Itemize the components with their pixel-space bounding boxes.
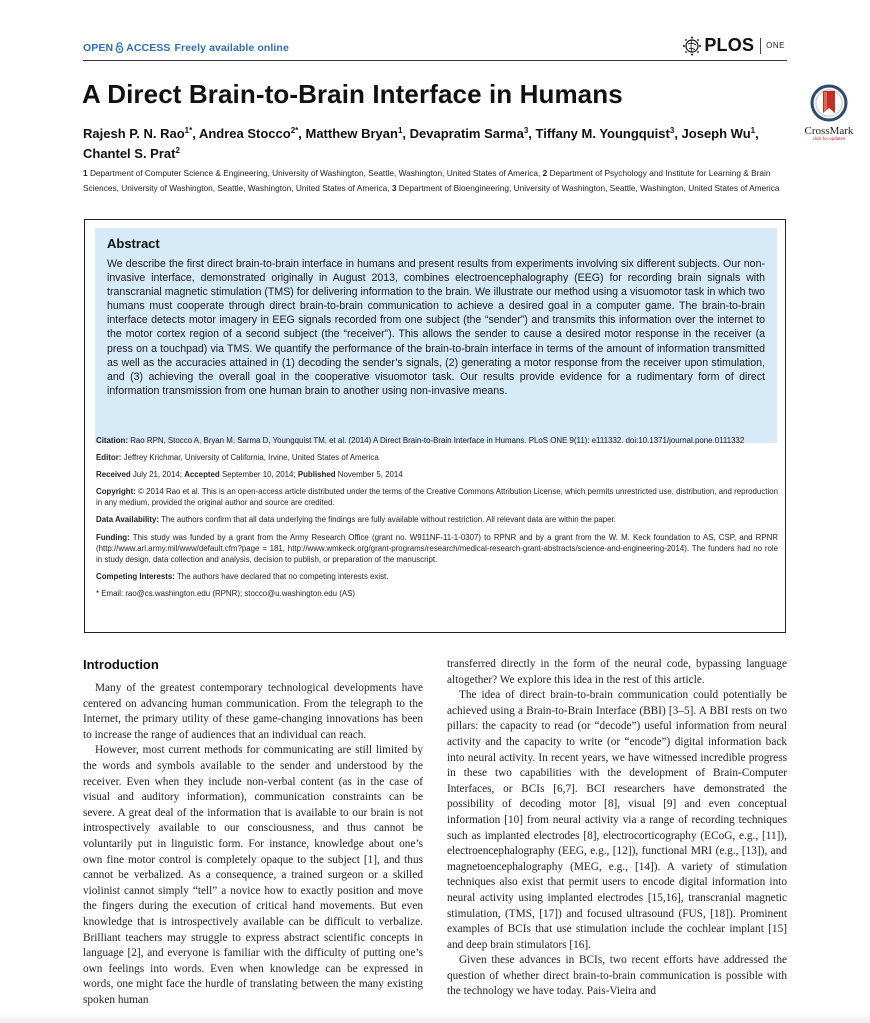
article-info-box (84, 219, 786, 633)
plos-globe-icon (682, 36, 702, 56)
crossmark-button[interactable] (797, 84, 861, 141)
article-title: A Direct Brain-to-Brain Interface in Humans (82, 79, 623, 109)
body-paragraph: Many of the greatest contemporary technological developments have centered on advancing human communication. From the telegraph to the Internet, the primary utility of these game-changing innovations has been to increase the range of audiences that an individual can reach. (83, 682, 423, 741)
funding-text: This study was funded by a grant from the Army Research Office (grant no. W911NF-11-1-0307) to RPNR and by a grant from the W. M. Keck foundation to AS, CSP, and RPNR (http://www.arl.army.mil/www/default.cfm?page = 181, http://www.wmkeck.org/grant-programs/research/medical-research-grant-abstracts/science-and-engineering-2014). The funders had no role in study design, data collection and analysis, decision to publish, or preparation of the manuscript. (96, 532, 778, 564)
author-list: Rajesh P. N. Rao$^{1*}$, Andrea Stocco$^{2*}$, Matthew Bryan$^1$, Devapratim Sarma$^3$, Tiffany M. Youngquist$^3$, Joseph Wu$^1$, Chantel S. Prat$^2$ (83, 126, 759, 161)
open-access-tagline: Freely available online (174, 42, 289, 54)
accepted-date: September 10, 2014; (221, 470, 296, 480)
competing-interests-text: The authors have declared that no competing interests exist. (176, 571, 389, 581)
editor-text: Jeffrey Krichmar, University of California, Irvine, United States of America (123, 453, 379, 463)
data-availability-text: The authors confirm that all data underlying the findings are fully available without restriction. All relevant data are within the paper. (161, 515, 616, 525)
open-access-suffix: ACCESS (126, 42, 171, 54)
affiliations (83, 166, 791, 195)
author[interactable]: Andrea Stocco$^{2*}$ (198, 126, 299, 141)
affiliation-text: Department of Psychology and Institute for Learning & Brain Sciences, University of Washington, Seattle, Washington, United States of America, (83, 168, 771, 193)
competing-interests-row: Competing Interests: The authors have declared that no competing interests exist. (96, 571, 389, 581)
author[interactable]: Tiffany M. Youngquist$^3$ (535, 126, 675, 141)
author[interactable]: Joseph Wu$^1$ (681, 126, 756, 141)
plos-wordmark: PLOS (704, 35, 755, 55)
open-access-badge (83, 42, 289, 54)
article-metadata (96, 435, 778, 605)
section-heading-introduction: Introduction (83, 657, 159, 672)
editor-row: Editor: Jeffrey Krichmar, University of California, Irvine, United States of America (96, 453, 379, 463)
affiliation-number: 3 (391, 182, 397, 193)
journal-header (83, 34, 787, 61)
crossmark-sublabel: click for updates (812, 136, 846, 141)
crossmark-label: CrossMark (804, 125, 854, 137)
affiliation-text: Department of Bioengineering, University of Washington, Seattle, Washington, United States of America (398, 182, 780, 193)
body-paragraph-continued: transferred directly in the form of the neural code, bypassing language altogether? We explore this idea in the rest of this article. (447, 658, 787, 686)
body-paragraph: However, most current methods for communicating are still limited by the words and symbols available to the sender and understood by the receiver. Even when they include non-verbal content (as in the case of visual and auditory information), communication constraints can be severe. A great deal of the information that is available to our brain is not introspectively available to our consciousness, and thus cannot be voluntarily put in linguistic form. For instance, knowledge about one’s own fine motor control is completely opaque to the subject [1], and thus cannot be verbalized. As a consequence, a trained surgeon or a skilled violinist cannot simply “tell” a novice how to exactly position and move the fingers during the execution of critical hand movements. But even knowledge that is introspectively available can be difficult to verbalize. Brilliant teachers may struggle to express abstract scientific concepts in language [2], and everyone is familiar with the difficulty of putting one’s own feelings into words. Even when knowledge can be expressed in words, one might face the hurdle of translating between the many existing spoken human (83, 744, 423, 1006)
citation-text: Rao RPN, Stocco A, Bryan M, Sarma D, Youngquist TM, et al. (2014) A Direct Brain-to-Brain Interface in Humans. PLoS ONE 9(11): e111332. doi:10.1371/journal.pone.0111332 (130, 436, 745, 445)
abstract-text: We describe the first direct brain-to-brain interface in humans and present results from experiments involving six different subjects. Our non-invasive interface, demonstrated originally in August 2013, combines electroencephalography (EEG) for recording brain signals with transcranial magnetic stimulation (TMS) for delivering information to the brain. We illustrate our method using a visuomotor task in which two humans must cooperate through direct brain-to-brain communication to achieve a desired goal in a computer game. The brain-to-brain interface detects motor imagery in EEG signals recorded from one subject (the “sender”) and transmits this information over the internet to the motor cortex region of a second subject (the “receiver”). This allows the sender to cause a desired motor response in the receiver (a press on a touchpad) via TMS. We quantify the performance of the brain-to-brain interface in terms of the amount of information transmitted as well as the accuracies attained in (1) decoding the sender’s signals, (2) generating a motor response from the receiver upon stimulation, and (3) achieving the overall goal in the cooperative visuomotor task. Our results provide evidence for a rudimentary form of direct information transmission from one human brain to another using non-invasive means. (107, 258, 765, 397)
author[interactable]: Devapratim Sarma$^3$ (409, 126, 529, 141)
body-column-right (447, 657, 787, 1000)
open-lock-icon (115, 42, 124, 53)
funding-row: Funding: This study was funded by a grant from the Army Research Office (grant no. W911NF-11-1-0307) to RPNR and by a grant from the W. M. Keck foundation to AS, CSP, and RPNR (http://www.arl.army.mil/www/default.cfm?page = 181, http://www.wmkeck.org/grant-programs/research/medical-research-grant-abstracts/science-and-engineering-2014). The funders had no role in study design, data collection and analysis, decision to publish, or preparation of the manuscript. (96, 532, 778, 564)
author[interactable]: Rajesh P. N. Rao$^{1*}$ (83, 126, 193, 141)
logo-divider (760, 38, 761, 54)
affiliation-number: 2 (542, 168, 548, 178)
abstract-panel (95, 228, 777, 443)
page-bottom-fade (0, 1013, 870, 1023)
crossmark-icon (810, 84, 848, 122)
citation-row: Citation: Rao RPN, Stocco A, Bryan M, Sarma D, Youngquist TM, et al. (2014) A Direct Brain-to-Brain Interface in Humans. PLoS ONE 9(11): e111332. doi:10.1371/journal.pone.0111332 (96, 436, 745, 445)
email-row[interactable] (96, 588, 778, 599)
body-paragraph: The idea of direct brain-to-brain communication could potentially be achieved using a Brain-to-Brain Interface (BBI) [3–5]. A BBI rests on two pillars: the capacity to read (or “decode”) useful information from neural activity and the capacity to write (or “encode”) digital information back into neural activity. In recent years, we have witnessed incredible progress in these two capabilities with the development of Brain-Computer Interfaces, or BCIs [6,7]. BCI researchers have demonstrated the possibility of decoding motor [8], visual [9] and even conceptual information [10] from neural activity via a range of recording techniques such as implanted electrodes [8], electrocorticography (ECoG, e.g., [11]), electroencephalography (EEG, e.g., [12]), functional MRI (e.g., [13]), and magnetoencephalography (MEG, e.g., [14]). A variety of stimulation techniques also exist that permit users to encode digital information into neural activity using implanted electrodes [15,16], transcranial magnetic stimulation, (TMS, [17]) and focused ultrasound (FUS, [18]). Prominent examples of BCIs that use stimulation include the cochlear implant [15] and deep brain stimulators [16]. (447, 689, 787, 951)
affiliation-number: 1 (83, 168, 88, 178)
published-date: November 5, 2014 (337, 470, 403, 480)
copyright-text: © 2014 Rao et al. This is an open-access article distributed under the terms of the Creative Commons Attribution License, which permits unrestricted use, distribution, and reproduction in any medium, provided the original author and source are credited. (96, 487, 778, 508)
open-access-prefix: OPEN (83, 42, 114, 54)
received-date: July 21, 2014; (132, 470, 182, 480)
data-availability-row: Data Availability: The authors confirm that all data underlying the findings are fully available without restriction. All relevant data are within the paper. (96, 515, 616, 525)
plos-one-logo[interactable] (682, 35, 785, 56)
journal-subname: ONE (766, 41, 785, 50)
body-paragraph: Given these advances in BCIs, two recent efforts have addressed the question of whether direct brain-to-brain communication is possible with the technology we have today. Pais-Vieira and (447, 954, 787, 998)
abstract-heading: Abstract (107, 236, 160, 251)
corresponding-email[interactable]: * Email: rao@cs.washington.edu (RPNR); stocco@u.washington.edu (AS) (96, 588, 355, 598)
body-column-left (83, 657, 423, 1008)
author[interactable]: Matthew Bryan$^1$ (305, 126, 403, 141)
copyright-row: Copyright: © 2014 Rao et al. This is an open-access article distributed under the terms of the Creative Commons Attribution License, which permits unrestricted use, distribution, and reproduction in any medium, provided the original author and source are credited. (96, 487, 778, 508)
author[interactable]: Chantel S. Prat$^2$ (83, 146, 180, 161)
affiliation-text: Department of Computer Science & Engineering, University of Washington, Seattle, Washington, United States of America, (89, 168, 541, 178)
dates-row: Received July 21, 2014; Accepted September 10, 2014; Published November 5, 2014 (96, 470, 403, 480)
